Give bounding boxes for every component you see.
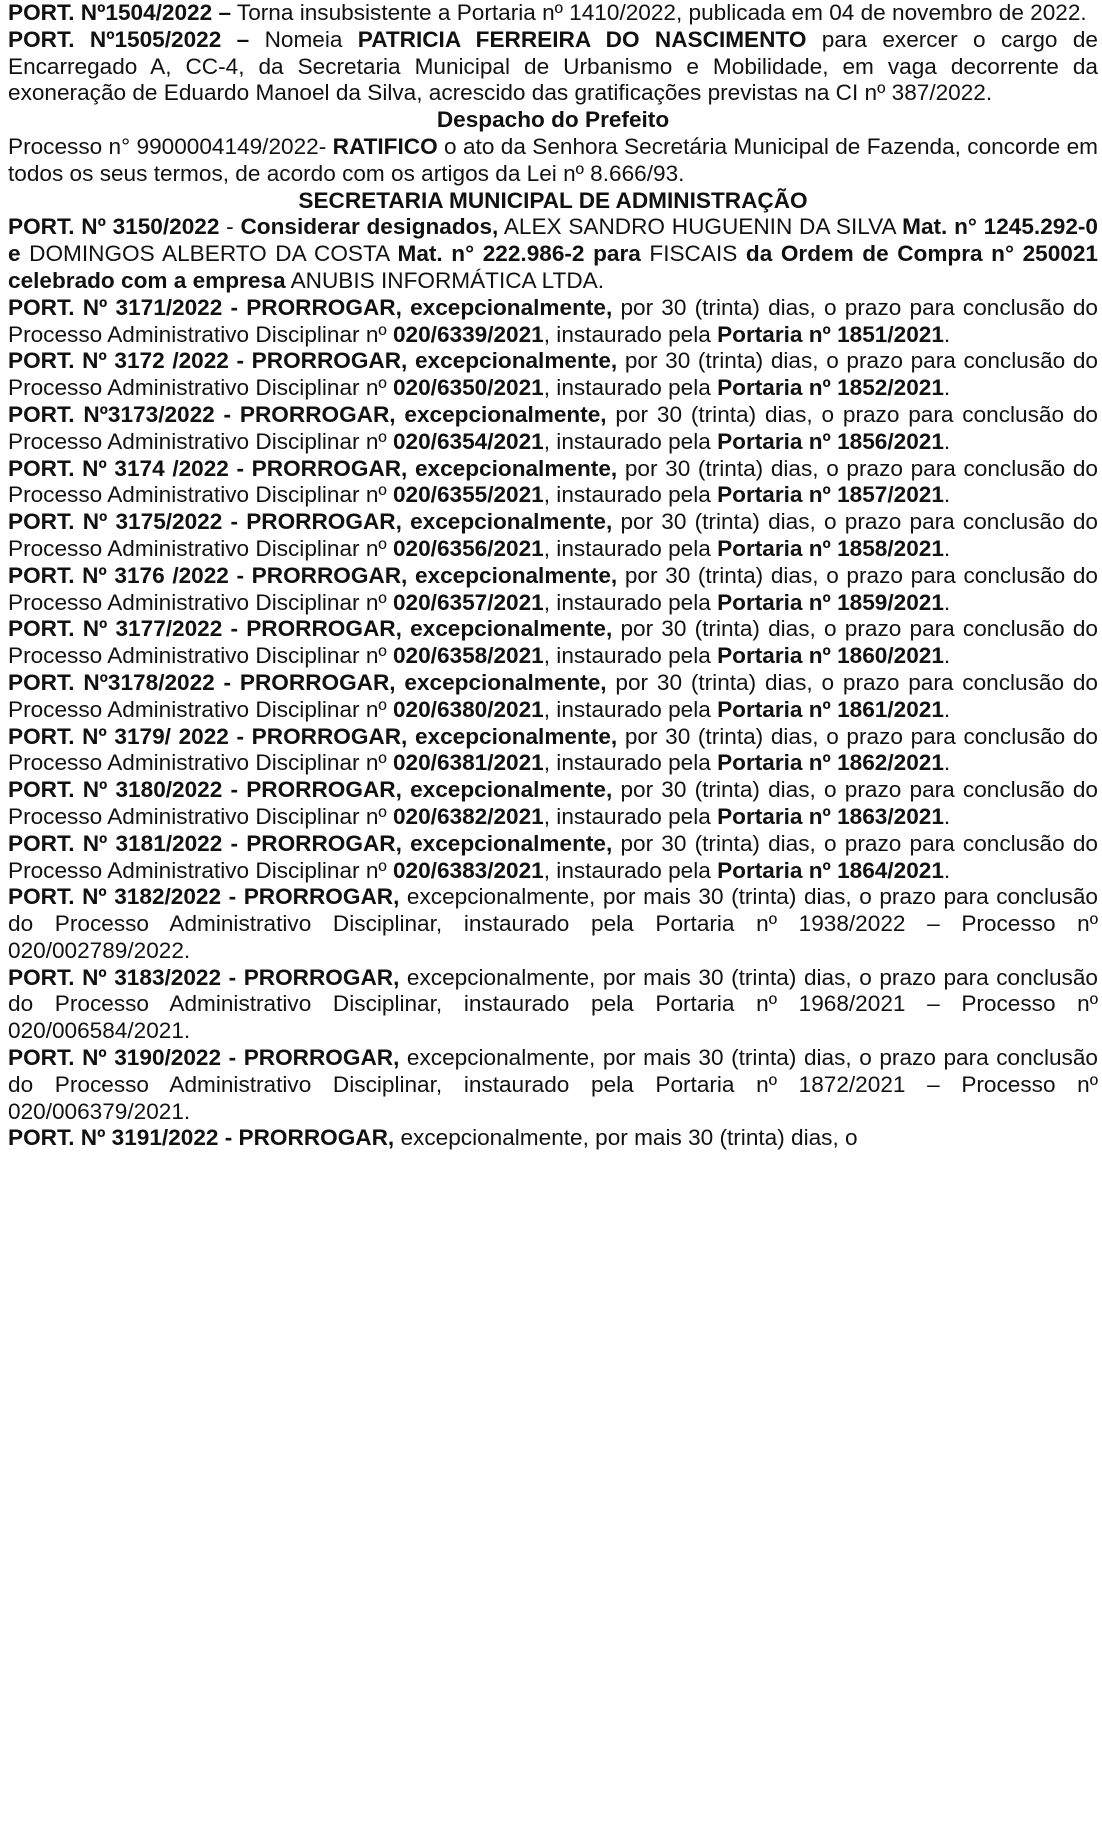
text-run: . bbox=[943, 857, 951, 883]
text-run: . bbox=[943, 589, 951, 615]
document-paragraph bbox=[8, 616, 1098, 670]
text-run: por 30 (trinta) dias, o prazo para conclusão do Processo Administrativo Disciplinar nº bbox=[8, 455, 1098, 508]
text-run: por 30 (trinta) dias, o prazo para conclusão do Processo Administrativo Disciplinar nº bbox=[8, 509, 1098, 561]
document-paragraph bbox=[8, 777, 1098, 831]
text-run: . bbox=[943, 428, 951, 454]
text-run: , instaurado pela bbox=[543, 375, 718, 401]
bold-text-run: 020/6358/2021 bbox=[392, 643, 544, 669]
text-run: DOMINGOS ALBERTO DA COSTA bbox=[20, 241, 398, 267]
section-heading bbox=[8, 107, 1098, 134]
bold-text-run: PORT. Nº 3180/2022 - PRORROGAR, excepcionalmente, bbox=[8, 777, 613, 803]
bold-text-run: PORT. Nº1505/2022 – bbox=[8, 26, 250, 52]
bold-text-run: Portaria nº 1861/2021 bbox=[717, 696, 944, 722]
text-run: FISCAIS bbox=[640, 241, 746, 267]
document-paragraph bbox=[8, 456, 1098, 510]
bold-text-run: PORT. Nº 3150/2022 bbox=[8, 214, 220, 240]
bold-text-run: PORT. Nº 3175/2022 - PRORROGAR, excepcionalmente, bbox=[8, 509, 613, 535]
bold-text-run: PORT. Nº 3176 /2022 - PRORROGAR, excepcionalmente, bbox=[8, 562, 618, 588]
bold-text-run: 020/6350/2021 bbox=[392, 375, 544, 401]
text-run: por 30 (trinta) dias, o prazo para conclusão do Processo Administrativo Disciplinar nº bbox=[8, 723, 1098, 776]
bold-text-run: Portaria nº 1852/2021 bbox=[717, 375, 944, 401]
bold-text-run: SECRETARIA MUNICIPAL DE ADMINISTRAÇÃO bbox=[298, 187, 808, 213]
bold-text-run: Mat. n° 1245.292-0 e bbox=[8, 214, 1098, 267]
bold-text-run: Portaria nº 1859/2021 bbox=[717, 589, 944, 615]
text-run: , instaurado pela bbox=[543, 428, 718, 454]
bold-text-run: PORT. Nº 3182/2022 - PRORROGAR, bbox=[8, 884, 400, 910]
document-paragraph bbox=[8, 0, 1098, 27]
text-run: , instaurado pela bbox=[543, 482, 718, 508]
text-run: por 30 (trinta) dias, o prazo para conclusão do Processo Administrativo Disciplinar nº bbox=[8, 669, 1098, 722]
bold-text-run: 020/6380/2021 bbox=[392, 696, 544, 722]
bold-text-run: 020/6381/2021 bbox=[392, 750, 544, 776]
text-run: por 30 (trinta) dias, o prazo para conclusão do Processo Administrativo Disciplinar nº bbox=[8, 348, 1098, 401]
bold-text-run: PORT. Nº 3190/2022 - PRORROGAR, bbox=[8, 1045, 400, 1071]
text-run: Torna insubsistente a Portaria nº 1410/2022, publicada em 04 de novembro de 2022. bbox=[231, 0, 1087, 25]
text-run: . bbox=[943, 482, 951, 508]
bold-text-run: Despacho do Prefeito bbox=[436, 107, 670, 133]
text-run: , instaurado pela bbox=[543, 803, 718, 829]
text-run: Processo n° 9900004149/2022- bbox=[8, 133, 327, 159]
bold-text-run: 020/6357/2021 bbox=[392, 589, 544, 615]
text-run: por 30 (trinta) dias, o prazo para conclusão do Processo Administrativo Disciplinar nº bbox=[8, 777, 1098, 829]
document-paragraph bbox=[8, 965, 1098, 1045]
text-run: excepcionalmente, por mais 30 (trinta) dias, o prazo para conclusão do Processo Administrativo Disciplinar, instaurado pela Portaria nº 1872/2021 – Processo nº 020/006379/2021. bbox=[8, 1045, 1098, 1124]
text-run: por 30 (trinta) dias, o prazo para conclusão do Processo Administrativo Disciplinar nº bbox=[8, 562, 1098, 615]
text-run: . bbox=[943, 535, 951, 561]
bold-text-run: Portaria nº 1858/2021 bbox=[717, 535, 944, 561]
document-paragraph bbox=[8, 402, 1098, 456]
text-run: . bbox=[943, 750, 951, 776]
bold-text-run: PORT. Nº1504/2022 – bbox=[8, 0, 232, 25]
text-run: ALEX SANDRO HUGUENIN DA SILVA bbox=[498, 214, 903, 240]
bold-text-run: 020/6383/2021 bbox=[392, 857, 544, 883]
document-paragraph bbox=[8, 348, 1098, 402]
document-paragraph bbox=[8, 1125, 1098, 1152]
bold-text-run: Portaria nº 1856/2021 bbox=[717, 428, 944, 454]
bold-text-run: Portaria nº 1863/2021 bbox=[717, 803, 944, 829]
bold-text-run: PATRICIA FERREIRA DO NASCIMENTO bbox=[357, 26, 807, 52]
text-run: por 30 (trinta) dias, o prazo para conclusão do Processo Administrativo Disciplinar nº bbox=[8, 830, 1098, 883]
document-paragraph bbox=[8, 884, 1098, 964]
text-run: . bbox=[943, 375, 951, 401]
bold-text-run: PORT. Nº 3183/2022 - PRORROGAR, bbox=[8, 964, 400, 990]
bold-text-run: PORT. Nº 3191/2022 - PRORROGAR, bbox=[8, 1125, 395, 1151]
bold-text-run: Portaria nº 1864/2021 bbox=[717, 857, 944, 883]
bold-text-run: 020/6382/2021 bbox=[392, 803, 544, 829]
document-paragraph bbox=[8, 27, 1098, 107]
document-paragraph bbox=[8, 509, 1098, 563]
bold-text-run: PORT. Nº3178/2022 - PRORROGAR, excepcionalmente, bbox=[8, 669, 607, 695]
text-run: . bbox=[943, 696, 951, 722]
document-paragraph bbox=[8, 134, 1098, 188]
text-run: , instaurado pela bbox=[543, 535, 718, 561]
bold-text-run: PORT. Nº 3181/2022 - PRORROGAR, excepcionalmente, bbox=[8, 830, 613, 856]
text-run: , instaurado pela bbox=[543, 696, 718, 722]
text-run: Nomeia bbox=[249, 26, 358, 52]
bold-text-run: Portaria nº 1862/2021 bbox=[717, 750, 944, 776]
document-paragraph bbox=[8, 214, 1098, 294]
bold-text-run: RATIFICO bbox=[326, 133, 438, 159]
document-paragraph bbox=[8, 563, 1098, 617]
document-paragraph bbox=[8, 670, 1098, 724]
text-run: o ato da Senhora Secretária Municipal de Fazenda, concorde em todos os seus termos, de acordo com os artigos da Lei nº 8.666/93. bbox=[8, 133, 1099, 186]
bold-text-run: 020/6354/2021 bbox=[392, 428, 544, 454]
bold-text-run: Considerar designados, bbox=[240, 214, 499, 240]
document-paragraph bbox=[8, 831, 1098, 885]
document-paragraph bbox=[8, 295, 1098, 349]
text-run: excepcionalmente, por mais 30 (trinta) dias, o prazo para conclusão do Processo Administrativo Disciplinar, instaurado pela Portaria nº 1968/2021 – Processo nº 020/006584/2021. bbox=[8, 964, 1098, 1044]
bold-text-run: 020/6355/2021 bbox=[392, 482, 544, 508]
text-run: . bbox=[943, 321, 951, 347]
bold-text-run: Portaria nº 1851/2021 bbox=[717, 321, 944, 347]
text-run: por 30 (trinta) dias, o prazo para conclusão do Processo Administrativo Disciplinar nº bbox=[8, 294, 1098, 347]
text-run: excepcionalmente, por mais 30 (trinta) dias, o prazo para conclusão do Processo Administrativo Disciplinar, instaurado pela Portaria nº 1938/2022 – Processo nº 020/002789/2022. bbox=[8, 884, 1098, 963]
document-paragraph bbox=[8, 1045, 1098, 1125]
bold-text-run: Mat. n° 222.986-2 para bbox=[397, 241, 641, 267]
text-run: . bbox=[943, 643, 951, 669]
bold-text-run: Portaria nº 1860/2021 bbox=[717, 643, 944, 669]
text-run: por 30 (trinta) dias, o prazo para conclusão do Processo Administrativo Disciplinar nº bbox=[8, 401, 1098, 454]
bold-text-run: PORT. Nº3173/2022 - PRORROGAR, excepcionalmente, bbox=[8, 401, 607, 427]
text-run: por 30 (trinta) dias, o prazo para conclusão do Processo Administrativo Disciplinar nº bbox=[8, 616, 1098, 669]
text-run: ANUBIS INFORMÁTICA LTDA. bbox=[285, 267, 604, 293]
bold-text-run: 020/6339/2021 bbox=[392, 321, 544, 347]
text-run: . bbox=[943, 803, 951, 829]
bold-text-run: PORT. Nº 3179/ 2022 - PRORROGAR, excepcionalmente, bbox=[8, 723, 618, 749]
bold-text-run: PORT. Nº 3174 /2022 - PRORROGAR, excepcionalmente, bbox=[8, 455, 618, 481]
section-heading bbox=[8, 188, 1098, 215]
bold-text-run: 020/6356/2021 bbox=[392, 535, 544, 561]
document-paragraph bbox=[8, 724, 1098, 778]
bold-text-run: da Ordem de Compra n° 250021 celebrado com a empresa bbox=[8, 241, 1099, 293]
text-run: , instaurado pela bbox=[543, 589, 718, 615]
text-run: , instaurado pela bbox=[543, 857, 718, 883]
bold-text-run: PORT. Nº 3171/2022 - PRORROGAR, excepcionalmente, bbox=[8, 294, 613, 320]
text-run: , instaurado pela bbox=[543, 321, 718, 347]
bold-text-run: Portaria nº 1857/2021 bbox=[717, 482, 944, 508]
text-run: - bbox=[219, 214, 241, 240]
bold-text-run: PORT. Nº 3177/2022 - PRORROGAR, excepcionalmente, bbox=[8, 616, 613, 642]
bold-text-run: PORT. Nº 3172 /2022 - PRORROGAR, excepcionalmente, bbox=[8, 348, 618, 374]
text-run: , instaurado pela bbox=[543, 750, 718, 776]
text-run: para exercer o cargo de Encarregado A, CC-4, da Secretaria Municipal de Urbanismo e Mobilidade, em vaga decorrente da exoneração de Eduardo Manoel da Silva, acrescido das gratificações previstas na CI nº 387/2022. bbox=[8, 26, 1098, 106]
text-run: , instaurado pela bbox=[543, 643, 718, 669]
text-run: excepcionalmente, por mais 30 (trinta) dias, o bbox=[394, 1125, 858, 1151]
